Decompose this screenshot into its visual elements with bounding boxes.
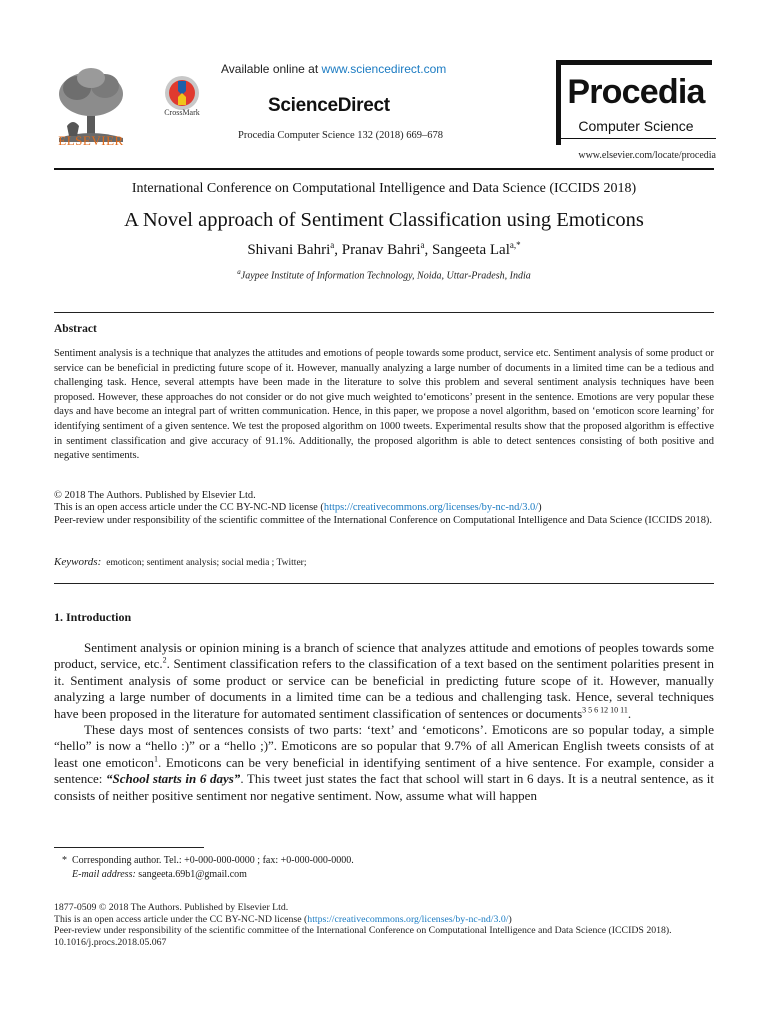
citation-ref[interactable]: 2 xyxy=(162,656,167,666)
introduction-body xyxy=(54,640,714,804)
footnote-email: E-mail address: sangeeta.69b1@gmail.com xyxy=(72,869,247,880)
available-online: Available online at www.sciencedirect.com xyxy=(221,62,447,76)
author-affil-mark: a xyxy=(420,240,425,250)
email-address[interactable]: sangeeta.69b1@gmail.com xyxy=(138,869,247,880)
procedia-subtitle: Computer Science xyxy=(578,118,694,134)
footnote-divider xyxy=(54,847,204,848)
copyright-line: © 2018 The Authors. Published by Elsevier Ltd. xyxy=(54,490,256,501)
author-name: Shivani Bahri xyxy=(247,242,331,258)
doi[interactable]: 10.1016/j.procs.2018.05.067 xyxy=(54,936,167,948)
copyright-block xyxy=(54,490,714,527)
keywords-text: emoticon; sentiment analysis; social media ; Twitter; xyxy=(106,558,307,568)
bottom-matter xyxy=(54,902,714,948)
abstract-heading: Abstract xyxy=(54,323,97,335)
procedia-wordmark: Procedia xyxy=(567,73,705,111)
abstract-bottom-divider xyxy=(54,583,714,584)
author-affil-mark: a xyxy=(330,240,335,250)
journal-reference: Procedia Computer Science 132 (2018) 669–678 xyxy=(238,130,443,141)
header-divider xyxy=(54,168,714,170)
license-line: This is an open access article under the CC BY-NC-ND license (https://creativecommons.org/licenses/by-nc-nd/3.0/) xyxy=(54,913,512,925)
author-name: Pranav Bahri xyxy=(341,242,421,258)
conference-name: International Conference on Computational Intelligence and Data Science (ICCIDS 2018) xyxy=(131,181,637,196)
footnote-corresponding: * Corresponding author. Tel.: +0-000-000-0000 ; fax: +0-000-000-0000. xyxy=(62,855,354,866)
license-line: This is an open access article under the CC BY-NC-ND license (https://creativecommons.org/licenses/by-nc-nd/3.0/) xyxy=(54,502,542,514)
peer-review-line: Peer-review under responsibility of the scientific committee of the International Conference on Computational Intelligence and Data Science (ICCIDS 2018). xyxy=(54,514,713,526)
citation-ref[interactable]: 1 xyxy=(154,754,159,764)
keywords xyxy=(54,556,714,568)
section-heading-introduction: 1. Introduction xyxy=(54,610,132,624)
paragraph: These days most of sentences consists of two parts: ‘text’ and ‘emoticons’. Emoticons are so popular today, a simple “hello” is now a “hello :)” or a “hello ;)”. Emoticons are so popular that 9.7% of all American English tweets consists of at least one emoticon$^1$. Emoticons can be very beneficial in identifying sentiment of a hive sentence. For example, consider a sentence: “School starts in 6 days”. This tweet just states the fact that school will start in 6 days. It is a neutral sentence, as it consists of neither positive sentiment nor negative sentiment. Now, assume what will happen xyxy=(54,722,714,803)
publisher-logo-text: ELSEVIER xyxy=(58,133,124,148)
example-quote: “School starts in 6 days” xyxy=(105,771,241,787)
journal-url[interactable]: www.elsevier.com/locate/procedia xyxy=(578,150,716,161)
paper-title: A Novel approach of Sentiment Classification using Emoticons xyxy=(124,209,644,231)
affiliation: $^a$Jaypee Institute of Information Technology, Noida, Uttar-Pradesh, India xyxy=(237,268,531,282)
sciencedirect-wordmark: ScienceDirect xyxy=(268,95,390,116)
license-link[interactable]: https://creativecommons.org/licenses/by-nc-nd/3.0/ xyxy=(323,502,539,514)
procedia-rule xyxy=(556,138,716,139)
crossmark-label: CrossMark xyxy=(164,108,200,117)
abstract-top-divider xyxy=(54,312,714,313)
abstract-text: Sentiment analysis is a technique that analyzes the attitudes and emotions of people towards some product, service etc. Sentiment analysis of some product or service can be beneficial in predicting future scope of it. However, manually analyzing a large number of documents in a limited time can be a tedious and challenging task. Hence, several attempts have been made in the literature to solve this problem and several sentiment analysis techniques have been proposed. However, these approaches do not consider or do not give much weighted to‘emoticons’ present in the sentence. Emotions are very popular these days and have become an integral part of written communication. Hence, in this paper, we propose a novel algorithm, based on ‘emoticon score learning’ for identifying sentiment of a given sentence. We test the proposed algorithm on 1000 tweets. Experimental results show that the proposed algorithm is effective in sentiment classification and give accuracy of 91.1%. Additionally, the proposed algorithm is able to detect sentences consisting of both positive and negative sentiments. xyxy=(54,348,714,462)
author-list: Shivani Bahri$^a$, Pranav Bahri$^a$, Sangeeta Lal$^{a,*}$ xyxy=(247,240,521,258)
license-link[interactable]: https://creativecommons.org/licenses/by-nc-nd/3.0/ xyxy=(307,913,509,925)
citation-ref[interactable]: 3 5 6 12 10 11 xyxy=(582,705,628,715)
sciencedirect-link[interactable]: www.sciencedirect.com xyxy=(321,62,447,76)
issn-copyright: 1877-0509 © 2018 The Authors. Published by Elsevier Ltd. xyxy=(54,902,289,913)
peer-review-line: Peer-review under responsibility of the scientific committee of the International Conference on Computational Intelligence and Data Science (ICCIDS 2018). xyxy=(54,925,672,936)
author-name: Sangeeta Lal xyxy=(432,242,510,258)
author-affil-mark: a,* xyxy=(509,240,521,250)
keywords-label: Keywords: xyxy=(54,556,102,568)
paragraph: Sentiment analysis or opinion mining is a branch of science that analyzes attitude and emotions of peoples towards some product, service, etc.$^2$. Sentiment classification refers to the classification of a text based on the sentiment polarities present in it. Sentiment analysis of some product or service can be beneficial in predicting future scope of it. However, manually analyzing a large number of documents in a limited time can be a tedious and challenging task. Hence, several techniques have been proposed in the literature for automated sentiment classification of sentences or documents$^{3 5 6 12 10 11}$. xyxy=(54,640,714,721)
